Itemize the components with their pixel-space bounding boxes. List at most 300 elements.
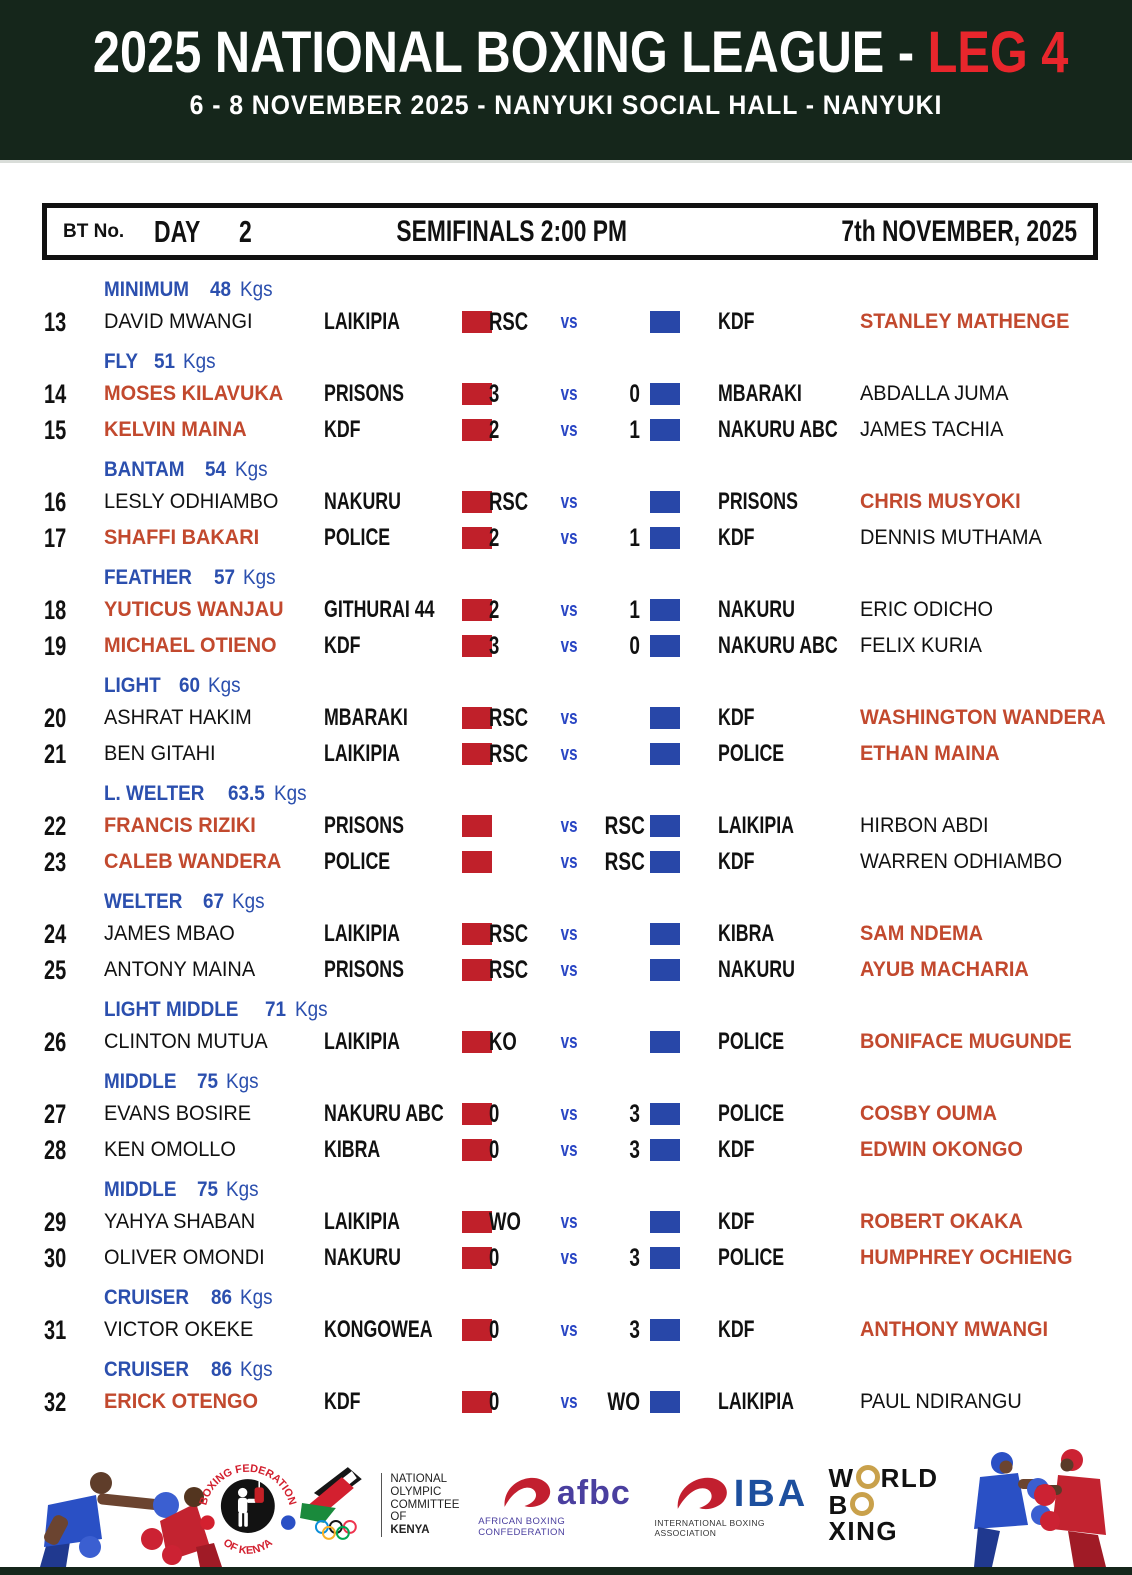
bout-row (42, 1204, 1090, 1240)
red-fighter-name-cell (94, 598, 312, 622)
red-fighter-name: FRANCIS RIZIKI (104, 814, 256, 837)
red-result-cell (484, 1388, 546, 1417)
weight-class-name: FEATHER (104, 566, 192, 589)
red-club-cell (312, 596, 450, 624)
weight-class-header (104, 1286, 1090, 1312)
red-result-cell (484, 488, 546, 517)
noc-kenya-logo (300, 1463, 479, 1547)
bout-number: 13 (44, 306, 67, 337)
blue-fighter-name-cell (840, 1390, 1090, 1414)
schedule-bar (42, 203, 1098, 260)
vs-cell (546, 743, 592, 766)
weight-group (42, 782, 1090, 880)
blue-corner-box (650, 851, 680, 873)
blue-club-cell (682, 1208, 840, 1236)
red-fighter-name-cell (94, 418, 312, 442)
red-result-cell (484, 1136, 546, 1165)
red-fighter-name-cell (94, 1102, 312, 1126)
red-fighter-name-cell (94, 1318, 312, 1342)
red-fighter-name: OLIVER OMONDI (104, 1246, 265, 1269)
vs-label: vs (560, 1138, 578, 1161)
blue-club: NAKURU (718, 956, 795, 983)
blue-club-cell (682, 1028, 840, 1056)
bout-row (42, 484, 1090, 520)
blue-club: KDF (718, 704, 755, 731)
vs-label: vs (560, 382, 578, 405)
blue-corner-box (650, 1391, 680, 1413)
weight-class-header (104, 674, 1090, 700)
day-label: DAY (154, 213, 201, 249)
red-club-cell (312, 1028, 450, 1056)
red-club: NAKURU (324, 488, 401, 515)
red-result: 2 (489, 595, 500, 624)
page-title (92, 20, 1069, 85)
red-club: MBARAKI (324, 704, 408, 731)
weight-class-unit: Kgs (294, 998, 328, 1021)
blue-club: POLICE (718, 1028, 785, 1055)
vs-label: vs (560, 958, 578, 981)
blue-result-cell (592, 488, 648, 517)
red-result: RSC (489, 739, 529, 768)
blue-club-cell (682, 380, 840, 408)
weight-class-kg: 51 (153, 350, 175, 373)
vs-cell (546, 491, 592, 514)
blue-fighter-name-cell (840, 418, 1090, 442)
blue-club-cell (682, 1136, 840, 1164)
red-club-cell (312, 1136, 450, 1164)
weight-group (42, 998, 1090, 1060)
red-result: RSC (489, 919, 529, 948)
red-club-cell (312, 416, 450, 444)
red-club: POLICE (324, 524, 391, 551)
blue-club-cell (682, 1388, 840, 1416)
blue-result-cell (592, 704, 648, 733)
bout-row (42, 520, 1090, 556)
noc-emblem-icon (300, 1463, 374, 1547)
session-title: SEMIFINALS 2:00 PM (396, 214, 627, 248)
weight-class-unit: Kgs (234, 458, 268, 481)
red-club: KDF (324, 416, 361, 443)
blue-club-cell (682, 632, 840, 660)
blue-result-cell (592, 1208, 648, 1237)
red-result-cell (484, 740, 546, 769)
vs-cell (546, 1391, 592, 1414)
bout-number-cell (42, 631, 94, 662)
blue-result-cell (592, 740, 648, 769)
vs-label: vs (560, 490, 578, 513)
vs-label: vs (560, 742, 578, 765)
iba-tagline: INTERNATIONAL BOXING ASSOCIATION (654, 1517, 765, 1538)
blue-result-cell (592, 1028, 648, 1057)
red-result: KO (489, 1027, 517, 1056)
blue-club-cell (682, 308, 840, 336)
vs-label: vs (560, 310, 578, 333)
page-title-main: 2025 NATIONAL BOXING LEAGUE - (92, 20, 915, 85)
weight-class-kg: 75 (196, 1070, 218, 1093)
boxing-federation-kenya-logo (196, 1454, 300, 1556)
blue-result-cell (592, 1136, 648, 1165)
blue-fighter-name-cell (840, 382, 1090, 406)
bout-number: 15 (44, 414, 67, 445)
red-result: RSC (489, 703, 529, 732)
red-club: KDF (324, 632, 361, 659)
weight-class-header (104, 782, 1090, 808)
vs-label: vs (560, 526, 578, 549)
red-result-cell (484, 1100, 546, 1129)
blue-club: PRISONS (718, 488, 798, 515)
red-club-cell (312, 488, 450, 516)
red-fighter-name: BEN GITAHI (104, 742, 216, 765)
weight-class-unit: Kgs (239, 278, 273, 301)
bfk-arc-top-text: BOXING FEDERATION (197, 1462, 299, 1507)
red-fighter-name-cell (94, 850, 312, 874)
blue-fighter-name: ETHAN MAINA (860, 742, 1000, 765)
bout-number: 14 (44, 378, 67, 409)
blue-result-cell (592, 848, 648, 877)
red-result: 2 (489, 523, 500, 552)
red-fighter-name: KELVIN MAINA (104, 418, 247, 441)
blue-club-cell (682, 1316, 840, 1344)
vs-cell (546, 959, 592, 982)
weight-group (42, 890, 1090, 988)
red-club-cell (312, 956, 450, 984)
weight-group (42, 1178, 1090, 1276)
blue-corner-box (650, 815, 680, 837)
blue-club: POLICE (718, 740, 785, 767)
red-club: NAKURU (324, 1244, 401, 1271)
bout-number: 21 (44, 738, 67, 769)
world-boxing-logo (829, 1465, 944, 1545)
weight-class-unit: Kgs (208, 674, 241, 697)
vs-label: vs (560, 814, 578, 837)
blue-club-cell (682, 812, 840, 840)
red-fighter-name: CALEB WANDERA (104, 850, 282, 873)
red-result-cell (484, 632, 546, 661)
blue-result: RSC (604, 847, 645, 876)
bout-row (42, 376, 1090, 412)
blue-corner-box (650, 1211, 680, 1233)
bout-row (42, 304, 1090, 340)
weight-group (42, 1286, 1090, 1348)
blue-result: 3 (629, 1099, 640, 1128)
red-club-cell (312, 812, 450, 840)
weight-class-kg: 60 (179, 674, 201, 697)
red-result-cell (484, 1244, 546, 1273)
red-fighter-name-cell (94, 958, 312, 982)
red-fighter-name: SHAFFI BAKARI (104, 526, 260, 549)
blue-club-cell (682, 848, 840, 876)
weight-group (42, 674, 1106, 772)
bout-number-cell (42, 739, 94, 770)
vs-label: vs (560, 1318, 578, 1341)
bout-row (42, 808, 1090, 844)
bout-number-cell (42, 1243, 94, 1274)
weight-group (42, 458, 1090, 556)
red-result-cell (484, 1208, 546, 1237)
bfk-red-glove-icon (200, 1515, 215, 1530)
blue-fighter-name-cell (840, 814, 1090, 838)
weight-group (42, 1358, 1090, 1420)
blue-result: 3 (629, 1243, 640, 1272)
red-fighter-name: ERICK OTENGO (104, 1390, 259, 1413)
blue-corner-box (650, 527, 680, 549)
blue-corner-box (650, 1103, 680, 1125)
bout-row (42, 1132, 1090, 1168)
bout-number: 20 (44, 702, 67, 733)
blue-corner-box (650, 743, 680, 765)
olympic-rings-icon (316, 1521, 356, 1539)
weight-group (42, 566, 1090, 664)
blue-club: KDF (718, 524, 755, 551)
red-result-cell (484, 848, 546, 877)
red-fighter-name: DAVID MWANGI (104, 310, 253, 333)
blue-fighter-name-cell (840, 1246, 1090, 1270)
red-club-cell (312, 380, 450, 408)
red-result: 2 (489, 415, 500, 444)
blue-club-cell (682, 704, 840, 732)
blue-result-cell (592, 308, 648, 337)
weight-group (42, 350, 1090, 448)
weight-class-kg: 86 (210, 1358, 232, 1381)
red-club-cell (312, 1100, 450, 1128)
bout-number: 19 (44, 630, 67, 661)
blue-fighter-name-cell (840, 598, 1090, 622)
blue-result: 0 (629, 379, 640, 408)
red-club: PRISONS (324, 812, 404, 839)
blue-fighter-name: HUMPHREY OCHIENG (860, 1246, 1073, 1269)
red-result: RSC (489, 307, 529, 336)
vs-label: vs (560, 1246, 578, 1269)
bout-number-cell (42, 1315, 94, 1346)
bout-number-cell (42, 415, 94, 446)
blue-fighter-name: PAUL NDIRANGU (860, 1390, 1022, 1413)
weight-class-name: MINIMUM (104, 278, 190, 301)
vs-cell (546, 923, 592, 946)
blue-corner-box (650, 383, 680, 405)
vs-cell (546, 599, 592, 622)
vs-label: vs (560, 706, 578, 729)
blue-result-cell (592, 1316, 648, 1345)
weight-class-name: WELTER (104, 890, 183, 913)
iba-swoosh-icon (675, 1473, 731, 1515)
blue-fighter-name-cell (840, 490, 1090, 514)
red-fighter-name-cell (94, 706, 312, 730)
bout-row (42, 1096, 1090, 1132)
vs-cell (546, 1247, 592, 1270)
blue-result: WO (607, 1387, 640, 1416)
red-fighter-name-cell (94, 1246, 312, 1270)
weight-class-unit: Kgs (183, 350, 216, 373)
blue-fighter-name: ABDALLA JUMA (860, 382, 1009, 405)
red-result-cell (484, 1316, 546, 1345)
red-result: WO (489, 1207, 521, 1236)
bout-row (42, 592, 1090, 628)
red-result: RSC (489, 955, 529, 984)
red-result-cell (484, 596, 546, 625)
red-fighter-name: ANTONY MAINA (104, 958, 256, 981)
world-boxing-line-1 (829, 1465, 944, 1492)
weight-class-unit: Kgs (232, 890, 266, 913)
blue-fighter-name: JAMES TACHIA (860, 418, 1004, 441)
red-fighter-name: LESLY ODHIAMBO (104, 490, 279, 513)
sponsor-logos-row (196, 1443, 944, 1567)
blue-fighter-name: EDWIN OKONGO (860, 1138, 1023, 1161)
wb-b: B (828, 1489, 849, 1520)
weight-class-header (104, 566, 1090, 592)
blue-boxer-silhouette (40, 1472, 179, 1567)
page-title-leg: LEG 4 (927, 20, 1069, 85)
bout-row (42, 844, 1090, 880)
blue-fighter-name: COSBY OUMA (860, 1102, 998, 1125)
afbc-swoosh-icon (502, 1473, 554, 1513)
noc-line-4: KENYA (390, 1523, 430, 1536)
weight-class-name: MIDDLE (104, 1178, 177, 1201)
bout-row (42, 412, 1090, 448)
red-club: LAIKIPIA (324, 1208, 400, 1235)
blue-club-cell (682, 1100, 840, 1128)
red-result-cell (484, 920, 546, 949)
bout-number-cell (42, 1207, 94, 1238)
red-club-cell (312, 740, 450, 768)
blue-result: 1 (629, 523, 640, 552)
weight-class-kg: 71 (265, 998, 287, 1021)
vs-cell (546, 311, 592, 334)
red-result: 0 (489, 1243, 500, 1272)
weight-class-header (104, 1070, 1090, 1096)
red-club-cell (312, 632, 450, 660)
red-result-cell (484, 956, 546, 985)
weight-class-kg: 63.5 (227, 782, 265, 805)
red-fighter-name-cell (94, 1210, 312, 1234)
red-result: 0 (489, 1387, 500, 1416)
blue-club: KDF (718, 308, 755, 335)
blue-club-cell (682, 956, 840, 984)
gold-o-icon (856, 1465, 880, 1489)
bout-number: 26 (44, 1026, 67, 1057)
blue-corner-box (650, 959, 680, 981)
vs-label: vs (560, 850, 578, 873)
bout-number-cell (42, 379, 94, 410)
vs-label: vs (560, 634, 578, 657)
red-fighter-name-cell (94, 1030, 312, 1054)
weight-class-header (104, 998, 1090, 1024)
blue-fighter-name: WARREN ODHIAMBO (860, 850, 1063, 873)
blue-fighter-name: ERIC ODICHO (860, 598, 994, 621)
weight-group (42, 1070, 1090, 1168)
red-club: KONGOWEA (324, 1316, 433, 1343)
red-club: LAIKIPIA (324, 1028, 400, 1055)
red-club-cell (312, 1316, 450, 1344)
bout-number-cell (42, 1135, 94, 1166)
weight-class-kg: 86 (210, 1286, 232, 1309)
bout-number: 18 (44, 594, 67, 625)
bout-number-cell (42, 847, 94, 878)
page-header (0, 0, 1132, 163)
blue-fighter-name-cell (840, 310, 1090, 334)
bout-number-cell (42, 1027, 94, 1058)
weight-class-unit: Kgs (274, 782, 308, 805)
bout-number-cell (42, 595, 94, 626)
weight-class-header (104, 350, 1090, 376)
svg-text:OF KENYA (221, 1537, 275, 1556)
red-result: 0 (489, 1315, 500, 1344)
red-result-cell (484, 380, 546, 409)
blue-fighter-name-cell (840, 958, 1090, 982)
blue-club: POLICE (718, 1244, 785, 1271)
bout-row (42, 1240, 1090, 1276)
blue-corner-box (650, 419, 680, 441)
red-fighter-name-cell (94, 742, 312, 766)
bout-number: 23 (44, 846, 67, 877)
blue-result-cell (592, 380, 648, 409)
noc-text-block (381, 1473, 478, 1536)
bout-number: 28 (44, 1134, 67, 1165)
world-boxing-line-2 (828, 1489, 944, 1547)
bout-number: 32 (44, 1386, 67, 1417)
blue-result-cell (592, 956, 648, 985)
red-result-cell (484, 524, 546, 553)
blue-result: 0 (629, 631, 640, 660)
bout-number-cell (42, 487, 94, 518)
vs-cell (546, 527, 592, 550)
noc-line-2: OLYMPIC (390, 1486, 442, 1499)
vs-cell (546, 851, 592, 874)
blue-fighter-name-cell (840, 1030, 1090, 1054)
session-date: 7th NOVEMBER, 2025 (841, 214, 1077, 248)
blue-result-cell (592, 1244, 648, 1273)
vs-label: vs (560, 1102, 578, 1125)
blue-fighter-name: ANTHONY MWANGI (860, 1318, 1049, 1341)
blue-corner-box (650, 491, 680, 513)
blue-corner-box (650, 311, 680, 333)
blue-fighter-name: CHRIS MUSYOKI (860, 490, 1021, 513)
red-fighter-name: VICTOR OKEKE (104, 1318, 254, 1341)
blue-fighter-name-cell (840, 850, 1090, 874)
blue-corner-box (650, 1319, 680, 1341)
wb-xing: XING (828, 1516, 899, 1547)
red-result-cell (484, 704, 546, 733)
bout-number-cell (42, 811, 94, 842)
red-result: 3 (489, 631, 500, 660)
red-result-cell (484, 416, 546, 445)
blue-corner-box (650, 1139, 680, 1161)
vs-cell (546, 1103, 592, 1126)
page-footer (0, 1443, 1132, 1567)
blue-result-cell (592, 524, 648, 553)
blue-fighter-name-cell (840, 526, 1090, 550)
red-fighter-name-cell (94, 634, 312, 658)
weight-class-kg: 57 (213, 566, 235, 589)
bout-number-cell (42, 1099, 94, 1130)
blue-club-cell (682, 596, 840, 624)
weight-class-name: CRUISER (104, 1286, 190, 1309)
vs-label: vs (560, 922, 578, 945)
blue-fighter-name-cell (840, 1102, 1090, 1126)
bout-number: 30 (44, 1242, 67, 1273)
blue-result: 3 (629, 1135, 640, 1164)
noc-line-1: NATIONAL (390, 1473, 448, 1486)
blue-result-cell (592, 416, 648, 445)
weight-class-name: FLY (104, 350, 138, 373)
weight-class-kg: 67 (203, 890, 225, 913)
bottom-green-bar (0, 1567, 1132, 1575)
weight-class-header (104, 1358, 1090, 1384)
red-fighter-name-cell (94, 1138, 312, 1162)
red-fighter-name: KEN OMOLLO (104, 1138, 236, 1161)
event-subtitle: 6 - 8 NOVEMBER 2025 - NANYUKI SOCIAL HALL - NANYUKI (189, 90, 943, 120)
afbc-acronym: afbc (556, 1473, 631, 1512)
blue-result-cell (592, 596, 648, 625)
